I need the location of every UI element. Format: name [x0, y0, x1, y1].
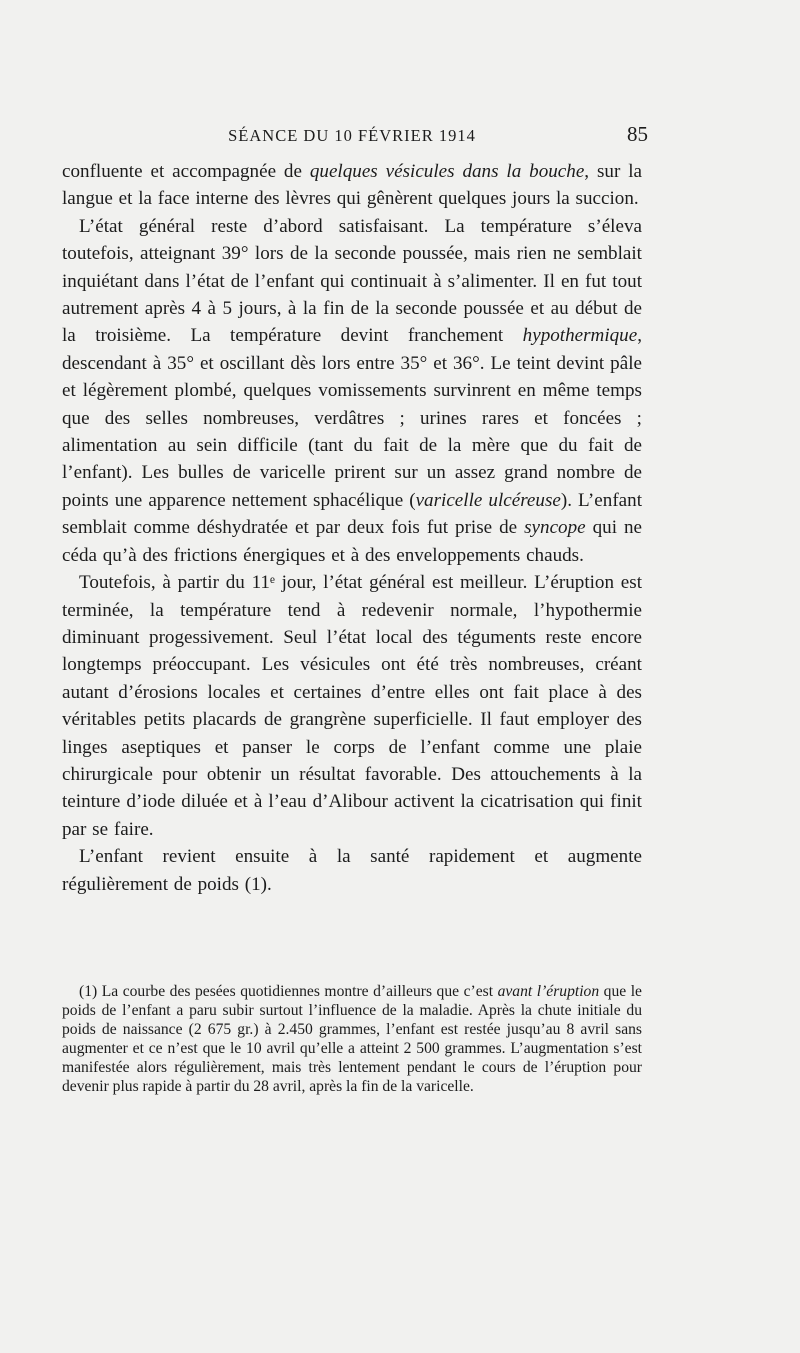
italic-run: avant l’éruption [497, 983, 600, 1000]
text-run: Toutefois, à partir du 11ᵉ jour, l’état général est meilleur. L’éruption est terminée, la température tend à redevenir normale, l’hypothermie diminuant progessivement. Seul l’état local des téguments reste encore longtemps préoccupant. Les vésicules ont été très nombreuses, créant autant d’érosions locales et certaines d’entre elles ont fait place à des véritables petits placards de grangrène superficielle. Il faut employer des linges aseptiques et panser le corps de l’enfant comme une plaie chirurgicale pour obtenir un résultat favorable. Des attouchements à la teinture d’iode diluée et à l’eau d’Alibour activent la cicatrisation qui finit par se faire. [62, 572, 642, 840]
paragraph-2 [62, 213, 642, 569]
footnote [62, 983, 642, 1096]
text-run: que le poids de l’enfant a paru subir surtout l’influence de la maladie. Après la chute initiale du poids de naissance (2 675 gr.) à 2.450 grammes, l’enfant est restée jusqu’au 8 avril sans augmenter et ce n’est que le 10 avril qu’elle a atteint 2 500 grammes. L’augmentation s’est manifestée alors régulièrement, mais très lentement pendant le cours de l’éruption pour devenir plus rapide à partir du 28 avril, après la fin de la varicelle. [62, 983, 642, 1095]
text-run: (1) La courbe des pesées quotidiennes montre d’ailleurs que c’est [79, 983, 498, 1000]
text-run: , descendant à 35° et oscillant dès lors entre 35° et 36°. Le teint devint pâle et légèrement plombé, quelques vomissements survinrent en même temps que des selles nombreuses, verdâtres ; urines rares et foncées ; alimentation au sein difficile (tant du fait de la mère que du fait de l’enfant). Les bulles de varicelle prirent sur un assez grand nombre de points une apparence nettement sphacélique ( [62, 325, 642, 511]
italic-run: quelques vésicules dans la bouche [309, 161, 585, 182]
running-head [62, 122, 648, 150]
paragraph-3 [62, 569, 642, 843]
page-number: 85 [627, 122, 648, 146]
text-run: L’état général reste d’abord satisfaisant. La température s’éleva toutefois, atteignant 39° lors de la seconde poussée, mais rien ne semblait inquiétant dans l’état de l’enfant qui continuait à s’alimenter. Il en fut tout autrement après 4 à 5 jours, à la fin de la seconde poussée et au début de la troisième. La température devint franchement [62, 215, 642, 347]
paragraph-4 [62, 843, 642, 898]
running-title: SÉANCE DU 10 FÉVRIER 1914 [228, 126, 476, 145]
text-run: confluente et accompagnée de [62, 161, 310, 182]
text-run: L’enfant revient ensuite à la santé rapidement et augmente régulièrement de poids (1). [62, 846, 642, 895]
text-run: qui ne céda qu’à des frictions énergiques et à des enveloppements chauds. [62, 517, 643, 566]
body-text [62, 158, 642, 898]
footnote-text [62, 983, 642, 1096]
italic-run: varicelle ulcéreuse [415, 489, 561, 511]
paragraph-1 [62, 158, 642, 213]
italic-run: hypothermique [522, 325, 638, 347]
text-run: , sur la langue et la face interne des lèvres qui gênèrent quelques jours la succion. [62, 161, 642, 210]
italic-run: syncope [524, 517, 586, 539]
text-run: ). L’enfant semblait comme déshydratée et par deux fois fut prise de [62, 489, 643, 539]
